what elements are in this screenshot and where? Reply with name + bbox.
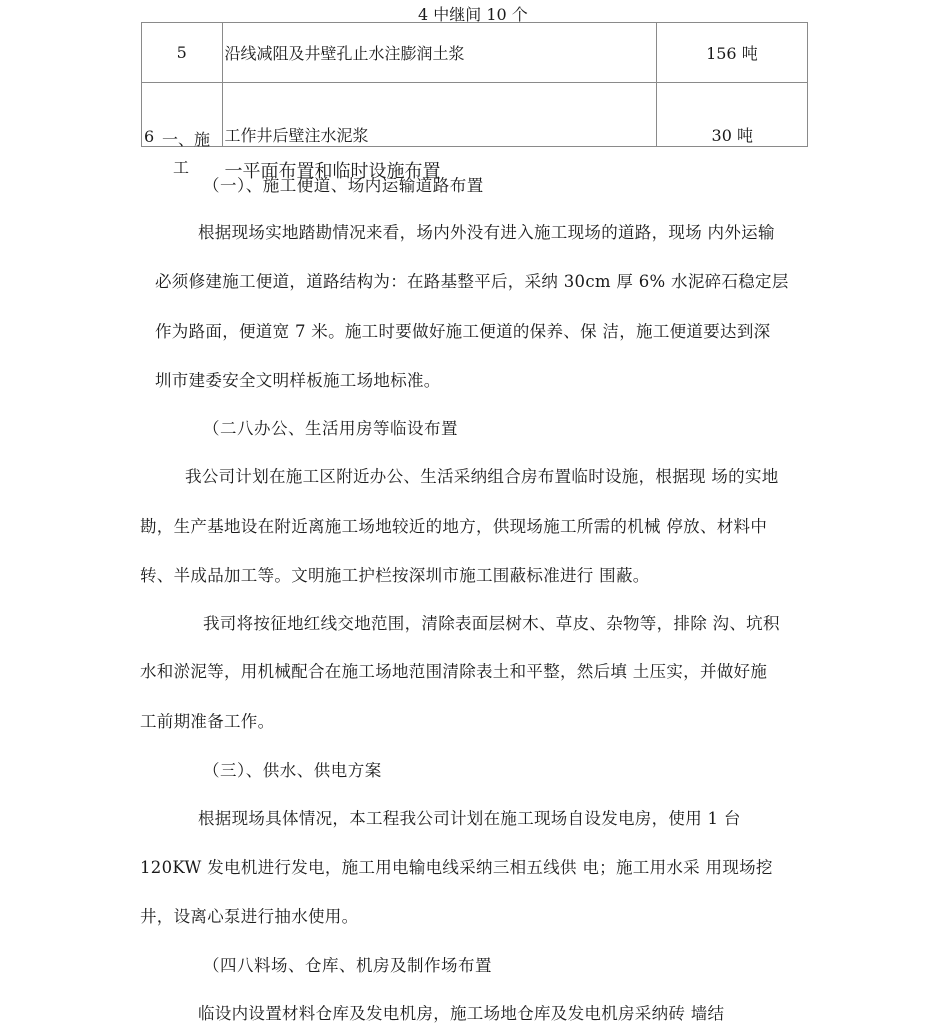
paragraph-line: 转、半成品加工等。文明施工护栏按深圳市施工围蔽标准进行 围蔽。 — [140, 566, 650, 585]
row5-description: 沿线减阻及井壁孔止水注膨润土浆 — [222, 23, 656, 83]
paragraph-line: 根据现场实地踏勘情况来看，场内外没有进入施工现场的道路，现场 内外运输 — [198, 223, 775, 242]
row6-description: 工作井后壁注水泥浆 — [224, 125, 369, 145]
heading-office-housing: （二八办公、生活用房等临设布置 — [203, 419, 458, 438]
paragraph-line: 工前期准备工作。 — [140, 712, 275, 731]
row6-description-cell — [222, 83, 656, 182]
paragraph-line: 临设内设置材料仓库及发电机房，施工场地仓库及发电机房采纳砖 墙结 — [198, 1004, 725, 1023]
section-title-layout: 一平面布置和临时设施布置 — [224, 160, 441, 182]
paragraph-line: 根据现场具体情况，本工程我公司计划在施工现场自设发电房，使用 1 台 — [198, 809, 741, 828]
top-line-relay-count: 4 中继间 10 个 — [418, 5, 528, 24]
heading-construction-road: （一）、施工便道、场内运输道路布置 — [203, 176, 484, 195]
paragraph-line: 我司将按征地红线交地范围，清除表面层树木、草皮、杂物等，排除 沟、坑积 — [203, 614, 780, 633]
heading-water-power: （三）、供水、供电方案 — [203, 761, 382, 780]
row6-section-word: 工 — [173, 157, 190, 177]
materials-table — [141, 22, 808, 182]
row6-number-cell — [142, 83, 223, 177]
paragraph-line: 作为路面，便道宽 7 米。施工时要做好施工便道的保养、保 洁，施工便道要达到深 — [155, 322, 771, 341]
paragraph-line: 我公司计划在施工区附近办公、生活采纳组合房布置临时设施，根据现 场的实地 — [185, 467, 779, 486]
paragraph-line: 必须修建施工便道，道路结构为：在路基整平后，采纳 30cm 厚 6% 水泥碎石稳定层 — [155, 272, 789, 291]
table-row — [142, 23, 808, 83]
row5-amount: 156 吨 — [656, 23, 807, 83]
paragraph-line: 勘，生产基地设在附近离施工场地较近的地方，供现场施工所需的机械 停放、材料中 — [140, 517, 768, 536]
row6-number: 6 — [144, 126, 155, 146]
paragraph-line: 水和淤泥等，用机械配合在施工场地范围清除表土和平整，然后填 土压实，并做好施 — [140, 662, 768, 681]
paragraph-line: 圳市建委安全文明样板施工场地标准。 — [155, 371, 441, 390]
row5-number: 5 — [142, 23, 223, 83]
paragraph-line: 120KW 发电机进行发电，施工用电输电线采纳三相五线供 电；施工用水采 用现场挖 — [140, 858, 773, 877]
heading-material-yard: （四八料场、仓库、机房及制作场布置 — [203, 956, 492, 975]
table-row — [142, 83, 808, 147]
row6-amount: 30 吨 — [711, 125, 753, 145]
row6-section-prefix: 一、施 — [162, 129, 211, 149]
paragraph-line: 井，设离心泵进行抽水使用。 — [140, 907, 359, 926]
row6-amount-cell — [656, 83, 807, 147]
